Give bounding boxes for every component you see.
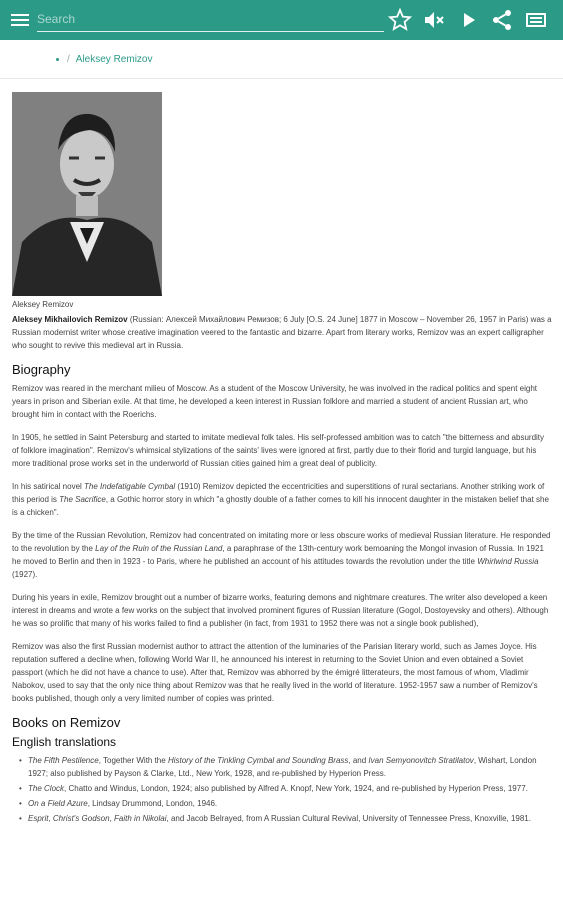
translation-text: , Wishart, London 1927; also published by Payson & Clarke, Ltd., New York, 1928, and re-published by Hyperion Press.	[28, 756, 537, 778]
bio-3-text-a: In his satirical novel	[12, 482, 85, 491]
translation-text: , Lindsay Drummond, London, 1946.	[87, 799, 218, 808]
article	[12, 92, 552, 827]
translation-text: , and	[348, 756, 369, 765]
biography-paragraph-5: During his years in exile, Remizov brought out a number of bizarre works, featuring demons and nightmare creatures. The writer also developed a keen interest in dreams and wrote a few works on the subject that involved prominent figures of Russian literature (Gogol, Dostoyevsky and others). Although he was so prolific that many of his works failed to find a publisher (in fact, from 1931 to 1952 there was not a single book published),	[12, 593, 549, 628]
bio-3-text-c: , a Gothic horror story in which "a ghostly double of a father comes to kill his innocent daughter in the mistaken belief that she is a chicken".	[12, 495, 549, 517]
translation-text: ,	[109, 814, 115, 823]
translation-title: Esprit	[28, 814, 49, 823]
biography-paragraph-3	[12, 480, 552, 519]
list-item	[28, 797, 552, 810]
play-icon[interactable]	[456, 8, 480, 32]
list-item	[28, 782, 552, 795]
translation-text: , and Jacob Belrayed, from A Russian Cultural Revival, University of Tennessee Press, Knoxville, 1981.	[166, 814, 531, 823]
share-icon[interactable]	[490, 8, 514, 32]
bio-3-text-b: (1910) Remizov depicted the eccentricities and superstitions of rural sectarians. Another striking work of this period is	[12, 482, 545, 504]
search-input[interactable]	[37, 8, 384, 30]
translation-text: ,	[48, 814, 53, 823]
translation-text: , Together With the	[98, 756, 168, 765]
search-field[interactable]	[37, 8, 384, 32]
star-icon[interactable]	[388, 8, 412, 32]
lead-name: Aleksey Mikhailovich Remizov	[12, 315, 128, 324]
top-toolbar	[0, 0, 563, 40]
bio-4-text-b: , a paraphrase of the 13th-century work bemoaning the Mongol invasion of Russia. In 1921 he moved to Berlin and then in 1923 - to Paris, where he published an account of his attitudes towards the revolution under the title	[12, 544, 544, 566]
bio-4-text-c: (1927).	[12, 570, 38, 579]
list-item	[28, 754, 552, 780]
breadcrumb	[56, 53, 152, 67]
breadcrumb-separator: /	[67, 54, 70, 65]
translation-title: The Clock	[28, 784, 65, 793]
view-icon[interactable]	[524, 8, 548, 32]
volume-off-icon[interactable]	[422, 8, 446, 32]
bio-4-title-2: Whirlwind Russia	[477, 557, 539, 566]
image-caption: Aleksey Remizov	[12, 300, 74, 309]
biography-paragraph-2: In 1905, he settled in Saint Petersburg and started to imitate medieval folk tales. His self-professed ambition was to catch "the bitterness and absurdity of folklore imagination". Remizov's whimsical stylizations of the saints' lives were ignored at first, partly due to their florid and turgid language, but his more traditional prose works set in the underworld of Russian cities gained him a great deal of publicity.	[12, 433, 545, 468]
bio-3-title-2: The Sacrifice	[59, 495, 106, 504]
breadcrumb-dot[interactable]	[56, 58, 59, 61]
breadcrumb-current[interactable]: Aleksey Remizov	[75, 54, 153, 65]
translation-title: Ivan Semyonovitch Stratilatov	[368, 756, 474, 765]
portrait-image	[12, 92, 162, 296]
books-heading: Books on Remizov	[12, 715, 121, 730]
bio-4-title-1: Lay of the Ruin of the Russian Land	[95, 544, 223, 553]
biography-paragraph-4	[12, 529, 552, 581]
translations-list	[28, 754, 552, 825]
bio-3-title-1: The Indefatigable Cymbal	[84, 482, 176, 491]
bio-4-text-a: By the time of the Russian Revolution, Remizov had concentrated on imitating more or less obscure works of medieval Russian literature. He responded to the revolution by the	[12, 531, 551, 553]
lead-text: (Russian: Алексей Михайлович Ремизов; 6 July [O.S. 24 June] 1877 in Moscow – November 26, 1957 in Paris) was a Russian modernist writer whose creative imagination veered to the fantastic and bizarre. Apart from literary works, Remizov was an expert calligrapher who sought to revive this medieval art in Russia.	[12, 315, 552, 350]
translation-title: The Fifth Pestilence	[28, 756, 99, 765]
translation-text: , Chatto and Windus, London, 1924; also published by Alfred A. Knopf, New York, 1924, and re-published by Hyperion Press, 1977.	[64, 784, 528, 793]
header-divider	[0, 78, 563, 79]
biography-paragraph-6: Remizov was also the first Russian modernist author to attract the attention of the luminaries of the Parisian literary world, such as James Joyce. His reputation suffered a decline when, following World War II, he announced his interest in returning to the Soviet Union and even obtained a Soviet passport (which he did not have a chance to use). After that, Remizov was abhorred by the émigré litterateurs, the most famous of whom, Vladimir Nabokov, used to say that the only nice thing about Remizov was that he really lived in the world of literature. 1952-1957 saw a number of Remizov's books published, though only a very limited number of copies was printed.	[12, 642, 538, 703]
english-translations-heading: English translations	[12, 735, 117, 749]
biography-heading: Biography	[12, 362, 71, 377]
list-item	[28, 812, 552, 825]
biography-paragraph-1: Remizov was reared in the merchant milieu of Moscow. As a student of the Moscow University, he was involved in the radical politics and spent eight years in prison and Siberian exile. At that time, he developed a keen interest in Russian folklore and married a student of ancient Russian art, who brought him in contact with the Roerichs.	[12, 384, 537, 419]
translation-title: On a Field Azure	[28, 799, 88, 808]
lead-paragraph	[12, 313, 552, 352]
translation-title: Faith in Nikolai	[114, 814, 167, 823]
translation-title: Christ's Godson	[52, 814, 110, 823]
translation-title: History of the Tinkling Cymbal and Sounding Brass	[167, 756, 349, 765]
menu-icon[interactable]	[8, 8, 32, 32]
